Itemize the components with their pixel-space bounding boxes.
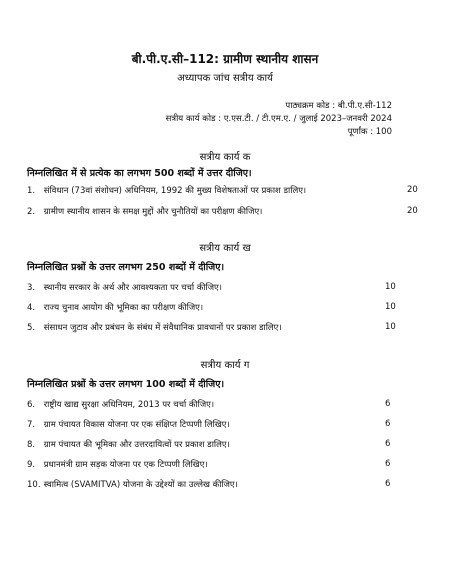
section-title-b: सत्रीय कार्य ख: [199, 243, 251, 254]
question-marks: 6: [385, 399, 391, 409]
question-text: संसाधन जुटाव और प्रबंधन के संबंध में संवैधानिक प्रावधानों पर प्रकाश डालिए।: [43, 323, 282, 333]
question-marks: 20: [407, 206, 418, 216]
question-number: 3.: [27, 283, 36, 293]
document-title: बी.पी.ए.सी–112: ग्रामीण स्थानीय शासन: [131, 52, 319, 66]
question-item: [27, 399, 417, 410]
question-marks: 6: [385, 439, 391, 449]
question-item: [27, 322, 417, 333]
question-text: राज्य चुनाव आयोग की भूमिका का परीक्षण कीजिए।: [43, 303, 204, 313]
question-text: प्रधानमंत्री ग्राम सड़क योजना पर एक टिप्पणी लिखिए।: [43, 460, 208, 470]
section-title-c: सत्रीय कार्य ग: [200, 360, 250, 371]
question-item: [27, 439, 417, 450]
question-item: [27, 185, 417, 196]
question-number: 4.: [27, 303, 36, 313]
section-title-a: सत्रीय कार्य क: [199, 152, 251, 163]
question-marks: 20: [407, 185, 418, 195]
question-number: 9.: [27, 460, 36, 470]
question-number: 8.: [27, 440, 36, 450]
question-number: 2.: [27, 207, 36, 217]
question-item: [27, 302, 417, 313]
question-marks: 6: [385, 479, 391, 489]
question-text: राष्ट्रीय खाद्य सुरक्षा अधिनियम, 2013 पर चर्चा कीजिए।: [43, 400, 215, 410]
question-number: 10.: [27, 480, 41, 490]
question-text: ग्राम पंचायत विकास योजना पर एक संक्षिप्त टिप्पणी लिखिए।: [43, 420, 230, 430]
question-item: [27, 419, 417, 430]
course-code: पाठ्यक्रम कोड : बी.पी.ए.सी-112: [285, 101, 392, 111]
total-marks: पूर्णांक : 100: [347, 127, 392, 137]
section-instruction-b: निम्नलिखित प्रश्नों के उत्तर लगभग 250 शब्दों में दीजिए।: [27, 262, 225, 273]
question-item: [27, 459, 417, 470]
question-marks: 6: [385, 419, 391, 429]
question-number: 1.: [27, 186, 36, 196]
assignment-code: सत्रीय कार्य कोड : ए.एस.टी. / टी.एम.ए. / जुलाई 2023–जनवरी 2024: [165, 114, 392, 124]
question-item: [27, 479, 417, 490]
question-marks: 10: [385, 282, 396, 292]
section-instruction-a: निम्नलिखित में से प्रत्येक का लगभग 500 शब्दों में उत्तर दीजिए।: [27, 168, 252, 179]
question-marks: 10: [385, 302, 396, 312]
question-text: ग्राम पंचायत की भूमिका और उत्तरदायित्वों पर प्रकाश डालिए।: [43, 440, 230, 450]
document-subtitle: अध्यापक जांच सत्रीय कार्य: [177, 73, 273, 84]
question-text: स्वामित्व (SVAMITVA) योजना के उद्देश्यों का उल्लेख कीजिए।: [43, 480, 238, 490]
question-text: ग्रामीण स्थानीय शासन के समक्ष मुद्दों और चुनौतियों का परीक्षण कीजिए।: [43, 207, 263, 217]
question-number: 7.: [27, 420, 36, 430]
section-instruction-c: निम्नलिखित प्रश्नों के उत्तर लगभग 100 शब्दों में दीजिए।: [27, 379, 225, 390]
question-marks: 10: [385, 322, 396, 332]
question-marks: 6: [385, 459, 391, 469]
question-item: [27, 206, 417, 217]
question-item: [27, 282, 417, 293]
question-text: संविधान (73वां संशोधन) अधिनियम, 1992 की मुख्य विशेषताओं पर प्रकाश डालिए।: [43, 186, 307, 196]
question-number: 5.: [27, 323, 36, 333]
question-number: 6.: [27, 400, 36, 410]
question-text: स्थानीय सरकार के अर्थ और आवश्यकता पर चर्चा कीजिए।: [43, 283, 222, 293]
